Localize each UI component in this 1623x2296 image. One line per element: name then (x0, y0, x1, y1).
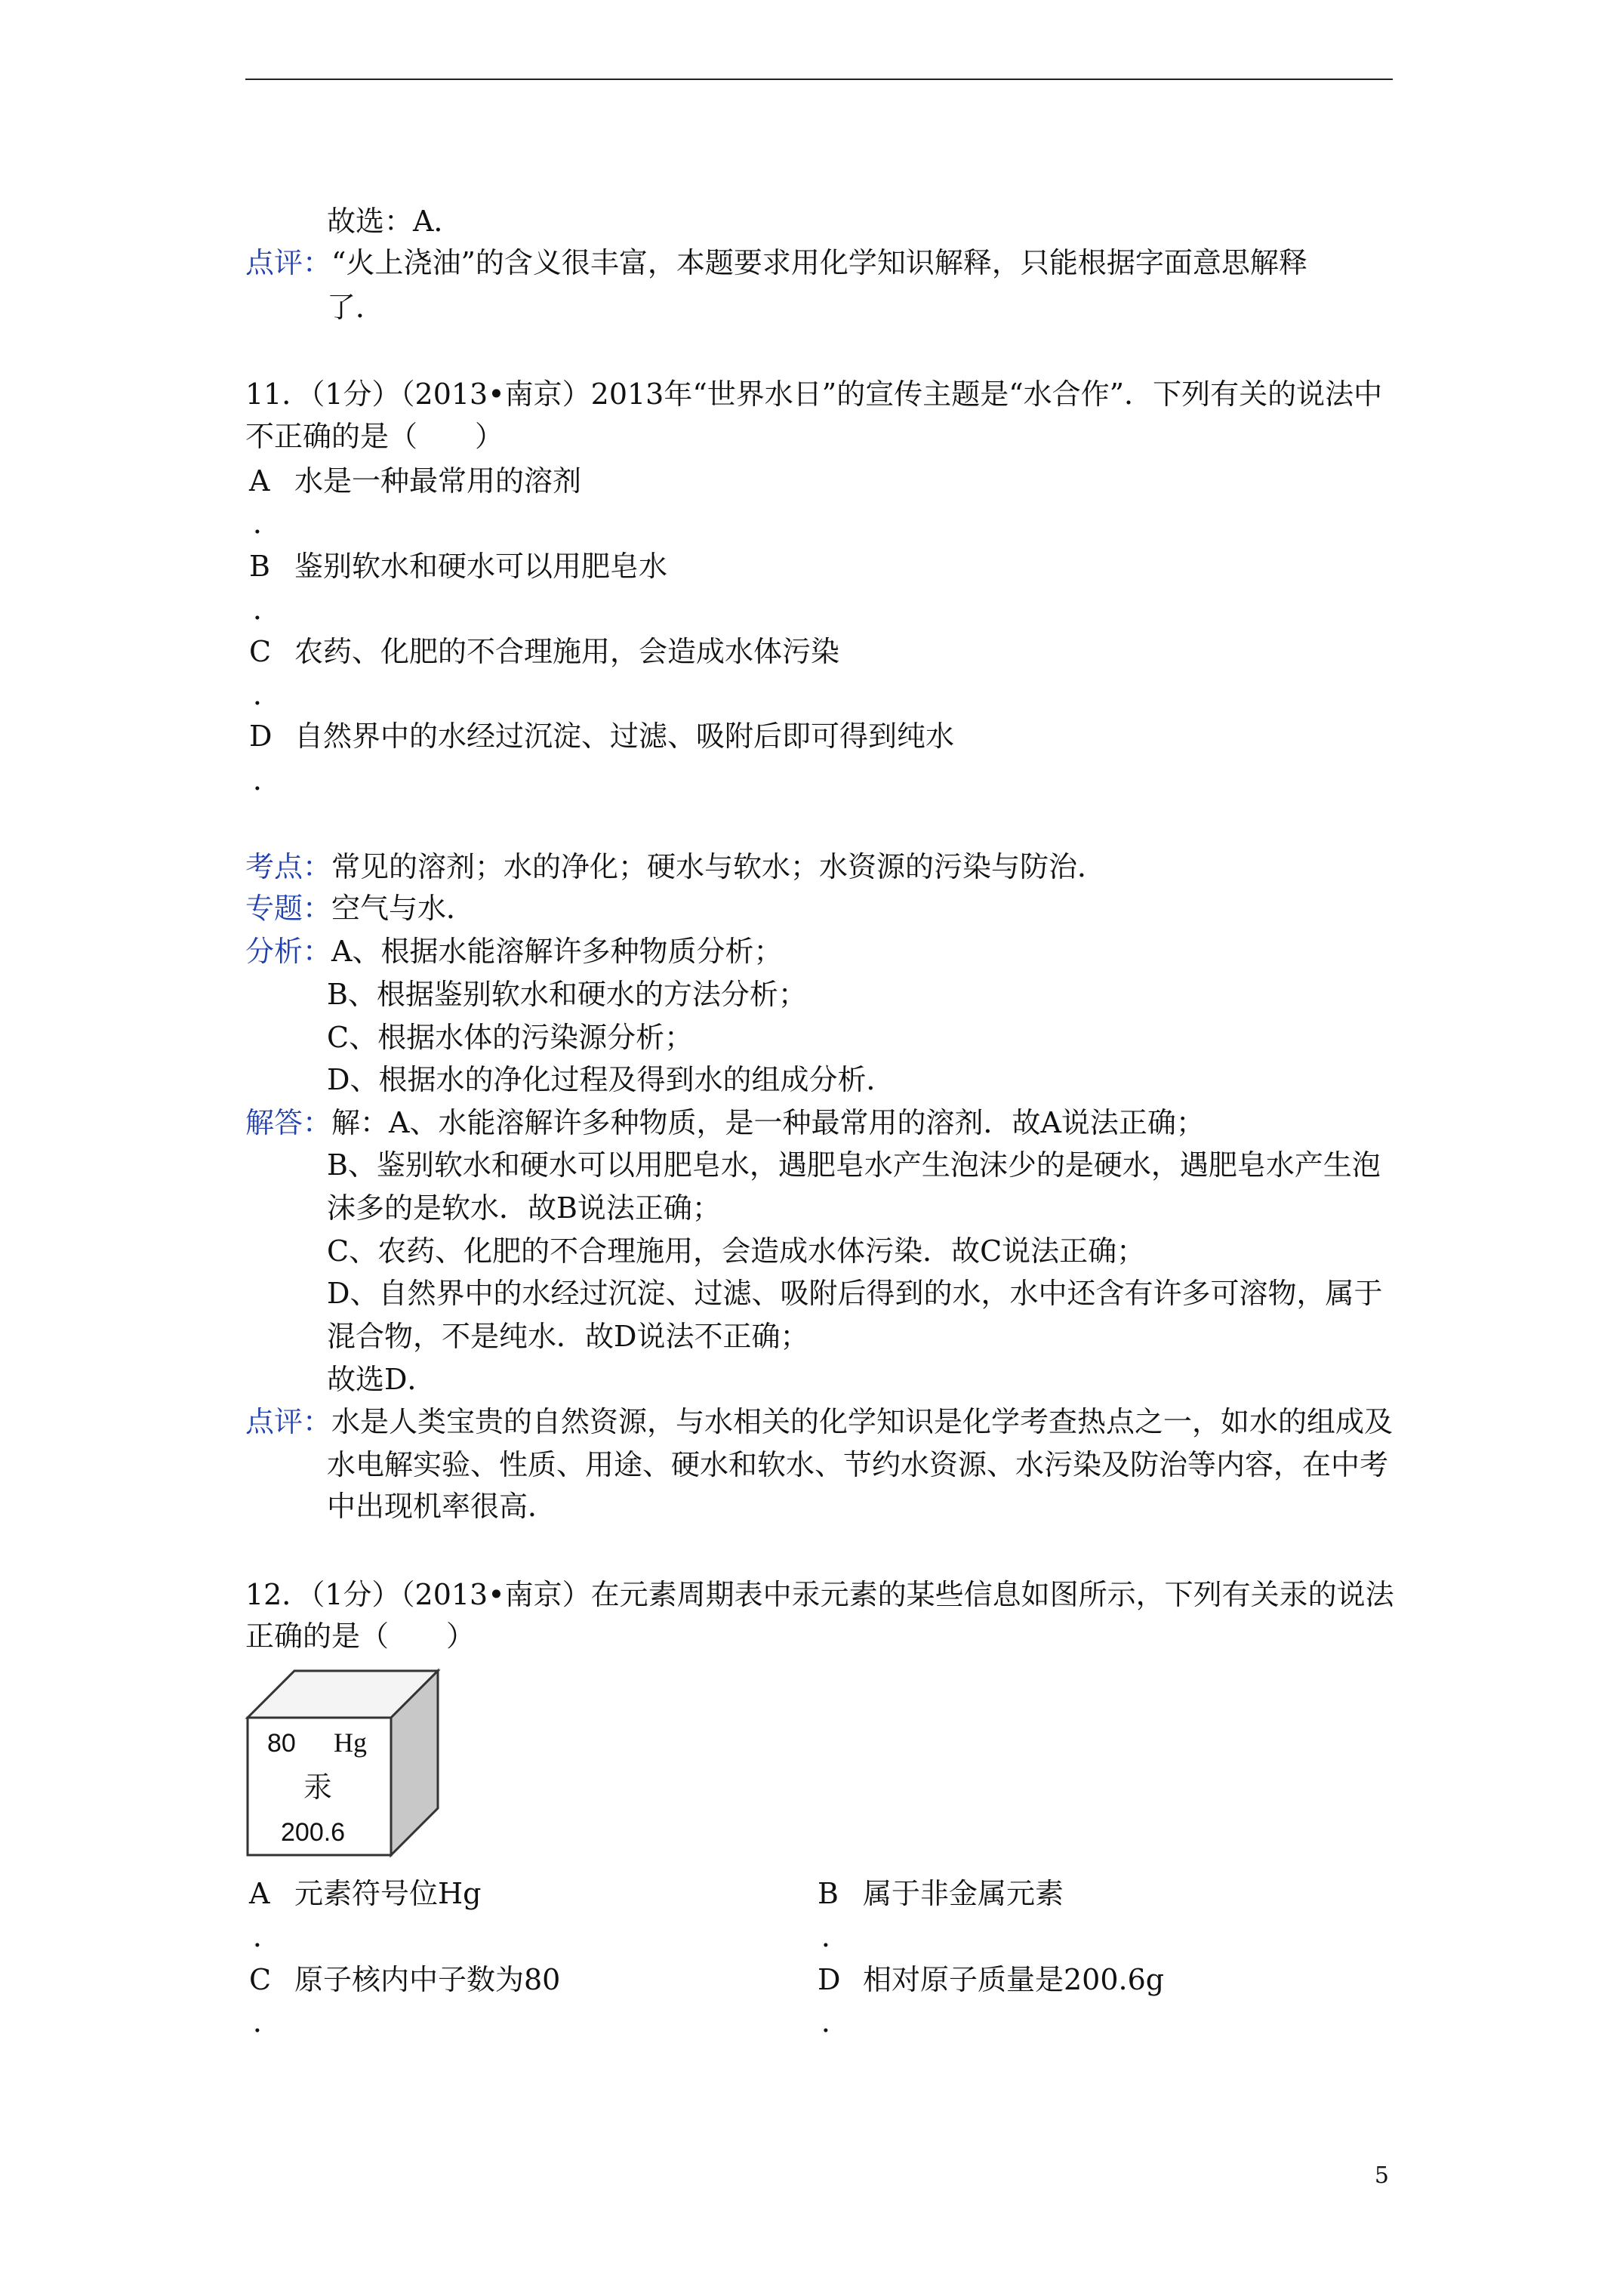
element-symbol: Hg (334, 1727, 367, 1758)
header-rule (245, 79, 1393, 80)
q12-stem-1: 12．（1分）（2013•南京）在元素周期表中汞元素的某些信息如图所示，下列有关汞的说法 (245, 1578, 1394, 1611)
q11-jieda-6: 混合物，不是纯水．故D说法不正确； (327, 1320, 809, 1353)
q11-jieda-5: D、自然界中的水经过沉淀、过滤、吸附后得到的水，水中还含有许多可溶物，属于 (327, 1277, 1383, 1310)
q11-option-a: A 水是一种最常用的溶剂 (249, 464, 582, 498)
q11-jieda-4: C、农药、化肥的不合理施用，会造成水体污染．故C说法正确； (327, 1234, 1146, 1268)
comment-line-2: 了． (327, 291, 385, 324)
q12-option-c: C 原子核内中子数为80 (249, 1963, 561, 1996)
q11-jieda: 解答：解：A、水能溶解许多种物质，是一种最常用的溶剂．故A说法正确； (245, 1106, 1205, 1139)
prev-comment (245, 244, 1307, 282)
option-dot: ． (253, 763, 282, 797)
q12-option-a: A 元素符号位Hg (249, 1877, 482, 1910)
option-dot: ． (253, 2005, 282, 2039)
q11-dianping-2: 水电解实验、性质、用途、硬水和软水、节约水资源、水污染及防治等内容，在中考 (327, 1448, 1389, 1481)
option-dot: ． (253, 678, 282, 711)
option-dot: ． (253, 1920, 282, 1953)
q11-dianping: 点评：水是人类宝贵的自然资源，与水相关的化学知识是化学考查热点之一，如水的组成及 (245, 1405, 1394, 1438)
q11-fenxi-c: C、根据水体的污染源分析； (327, 1021, 694, 1054)
q12-option-d: D 相对原子质量是200.6g (818, 1963, 1165, 1996)
option-dot: ． (821, 2005, 851, 2039)
q12-stem-2: 正确的是（ ） (245, 1620, 476, 1653)
q11-option-d: D 自然界中的水经过沉淀、过滤、吸附后即可得到纯水 (249, 720, 955, 753)
q11-jieda-7: 故选D． (327, 1363, 436, 1396)
element-mass: 200.6 (281, 1818, 346, 1847)
q11-kaodian: 考点：常见的溶剂；水的净化；硬水与软水；水资源的污染与防治． (245, 850, 1107, 883)
q11-option-b: B 鉴别软水和硬水可以用肥皂水 (249, 550, 668, 583)
q12-option-b: B 属于非金属元素 (818, 1877, 1064, 1910)
q11-stem-1: 11．（1分）（2013•南京）2013年“世界水日”的宣传主题是“水合作”．下列有关的说法中 (245, 378, 1383, 411)
option-dot: ． (253, 507, 282, 540)
q11-zhuanti: 专题：空气与水． (245, 892, 476, 925)
comment-tag: 点评： (245, 246, 332, 279)
q11-fenxi-d: D、根据水的净化过程及得到水的组成分析． (327, 1063, 895, 1096)
mercury-element-cube (242, 1665, 453, 1861)
q11-fenxi: 分析：A、根据水能溶解许多种物质分析； (245, 935, 783, 968)
q11-jieda-3: 沫多的是软水．故B说法正确； (327, 1191, 721, 1225)
q11-fenxi-b: B、根据鉴别软水和硬水的方法分析； (327, 978, 807, 1011)
page-number: 5 (1374, 2162, 1389, 2189)
q11-jieda-2: B、鉴别软水和硬水可以用肥皂水，遇肥皂水产生泡沫少的是硬水，遇肥皂水产生泡 (327, 1148, 1381, 1182)
comment-line-1: “火上浇油”的含义很丰富，本题要求用化学知识解释，只能根据字面意思解释 (331, 246, 1307, 279)
q11-option-c: C 农药、化肥的不合理施用，会造成水体污染 (249, 635, 840, 668)
option-dot: ． (253, 593, 282, 626)
q11-stem-2: 不正确的是（ ） (245, 420, 504, 453)
element-number: 80 (267, 1729, 296, 1758)
prev-answer: 故选：A． (327, 205, 463, 238)
q11-dianping-3: 中出现机率很高． (327, 1490, 557, 1523)
option-dot: ． (821, 1920, 851, 1953)
element-name: 汞 (303, 1771, 333, 1804)
